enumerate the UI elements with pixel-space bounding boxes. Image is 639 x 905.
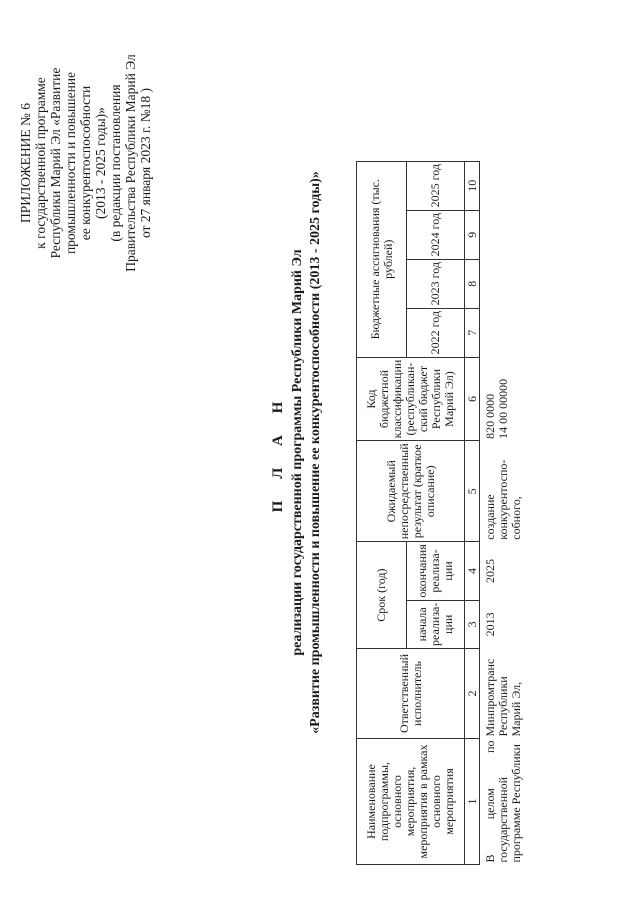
plan-heading: П Л А Н: [270, 392, 286, 513]
column-number: 1: [465, 739, 480, 865]
appendix-line: (в редакции постановления: [108, 84, 123, 242]
header-year-2023: 2023 год: [407, 259, 465, 308]
row-program-result: создание конкурентоспо-собного,: [483, 459, 523, 540]
row-program-code: [480, 357, 525, 441]
column-number: 9: [465, 210, 480, 259]
row-program-end: 2025: [483, 558, 497, 583]
row-program-executor: Минпромтранс Республики Марий Эл,: [483, 658, 523, 737]
row-program-budget-2025: [480, 161, 525, 210]
header-name: Наименование подпрограммы, основного мероприятия, мероприятия в рамках основного мероприятия: [357, 739, 465, 865]
column-number: 3: [465, 600, 480, 648]
header-executor: Ответственный исполнитель: [357, 649, 465, 739]
column-number: 8: [465, 259, 480, 308]
header-year-2024: 2024 год: [407, 210, 465, 259]
column-number: 10: [465, 161, 480, 210]
plan-program-name: «Развитие промышленности и повышение ее конкурентоспособности (2013 - 2025 годы)»: [308, 171, 323, 734]
row-program-name: В целом по государственной программе Республики: [483, 740, 523, 863]
appendix-line: от 27 января 2023 г. №18 ): [138, 87, 153, 239]
appendix-block: [18, 33, 153, 293]
column-number: 7: [465, 308, 480, 357]
row-program-budget-2024: [480, 210, 525, 259]
plan-table: [356, 161, 524, 865]
row-program-code-line: 14 00 00000: [496, 378, 510, 439]
row-program-budget-2022: [480, 308, 525, 357]
header-result: Ожидаемый непосредственный результат (краткое описание): [357, 441, 465, 542]
appendix-line: ее конкурентоспособности: [78, 85, 93, 241]
appendix-line: к государственной программе: [33, 77, 48, 249]
row-program-budget-2023: [480, 259, 525, 308]
header-year-2025: 2025 год: [407, 161, 465, 210]
appendix-line: (2013 - 2025 годы)»: [93, 107, 108, 219]
header-year-2022: 2022 год: [407, 308, 465, 357]
header-budget: Бюджетные ассигнования (тыс. рублей): [357, 161, 407, 357]
appendix-line: Республики Марий Эл «Развитие: [48, 67, 63, 259]
header-term: Срок (год): [357, 542, 407, 649]
appendix-line: ПРИЛОЖЕНИЕ № 6: [18, 102, 33, 224]
column-number: 4: [465, 542, 480, 600]
appendix-line: промышленности и повышение: [63, 71, 78, 255]
row-program-code-line: 820 0000: [483, 393, 497, 439]
appendix-line: Правительства Республики Марий Эл: [123, 54, 138, 272]
column-number: 2: [465, 649, 480, 739]
row-program-start: 2013: [483, 612, 497, 637]
column-number: 6: [465, 357, 480, 441]
column-number: 5: [465, 441, 480, 542]
header-end: окончания реализа-ции: [407, 542, 465, 600]
plan-subtitle: реализации государственной программы Республики Марий Эл: [290, 249, 305, 656]
header-start: начала реализа-ции: [407, 600, 465, 648]
header-code: Код бюджетной классификации (республикан-ский бюджет Республики Марий Эл): [357, 357, 465, 441]
